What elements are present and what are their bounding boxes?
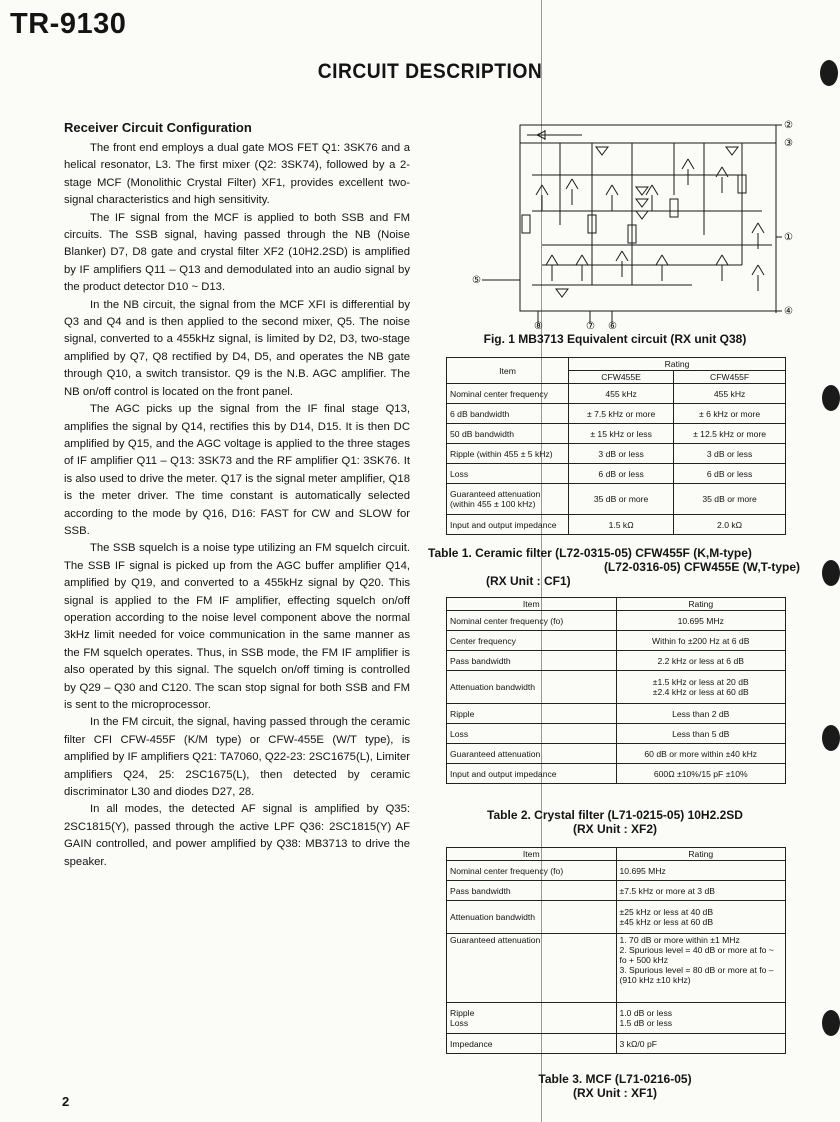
section-heading: Receiver Circuit Configuration (64, 120, 252, 135)
cell-value: 455 kHz (674, 384, 786, 404)
cell-value: ± 6 kHz or more (674, 404, 786, 424)
cell-item: Input and output impedance (447, 515, 569, 535)
table-row (447, 444, 786, 464)
circuit-pin-label: ④ (784, 306, 793, 317)
table-3-header-item: Item (447, 848, 617, 861)
table-1-caption-line: Table 1. Ceramic filter (L72-0315-05) CFW455F (K,M-type) (428, 546, 752, 560)
table-row (447, 861, 786, 881)
table-row (447, 464, 786, 484)
cell-item: Impedance (447, 1034, 617, 1054)
table-2-header-item: Item (447, 598, 617, 611)
paragraph-if-signal: The IF signal from the MCF is applied to both SSB and FM circuits. The SSB signal, having passed through the NB (Noise Blanker) D7, D8 gate and crystal filter XF2 (10H2.2SD) is amplified by IF amplifiers Q11 – Q13 and demodulated into an audio signal by the product detector D10 ~ D13. (64, 211, 410, 294)
table-row (447, 484, 786, 515)
table-row (447, 384, 786, 404)
table-1-header-cfw455e: CFW455E (569, 371, 674, 384)
table-row (447, 901, 786, 934)
mb3713-equivalent-circuit (442, 115, 792, 330)
cell-item: Nominal center frequency (447, 384, 569, 404)
cell-item: Pass bandwidth (447, 651, 617, 671)
table-row (447, 704, 786, 724)
table-row (447, 611, 786, 631)
cell-value: ±1.5 kHz or less at 20 dB ±2.4 kHz or less at 60 dB (616, 671, 786, 704)
circuit-pin-label: ⑧ (534, 321, 543, 332)
cell-value: 35 dB or more (569, 484, 674, 515)
table-2-caption-line: Table 2. Crystal filter (L71-0215-05) 10H2.2SD (487, 808, 743, 822)
table-row (447, 404, 786, 424)
table-3-caption-line: (RX Unit : XF1) (573, 1086, 657, 1100)
table-row (447, 934, 786, 1003)
table-row (447, 724, 786, 744)
cell-item: Guaranteed attenuation (447, 934, 617, 1003)
table-1-header-rating: Rating (569, 358, 786, 371)
cell-value: ± 12.5 kHz or more (674, 424, 786, 444)
paragraph-front-end: The front end employs a dual gate MOS FET Q1: 3SK76 and a helical resonator, L3. The first mixer (Q2: 3SK74), followed by a 2-stage MCF (Monolithic Crystal Filter) XF1, provides excellent two-signal characteristics and high sensitivity. (64, 142, 410, 207)
cell-value: ±25 kHz or less at 40 dB ±45 kHz or less at 60 dB (616, 901, 786, 934)
circuit-pin-label: ① (784, 232, 793, 243)
table-1-caption-line: (RX Unit : CF1) (486, 574, 571, 588)
table-row (447, 424, 786, 444)
cell-value: ±7.5 kHz or more at 3 dB (616, 881, 786, 901)
cell-value: ± 15 kHz or less (569, 424, 674, 444)
table-row (447, 881, 786, 901)
cell-value: 35 dB or more (674, 484, 786, 515)
cell-item: Ripple (447, 704, 617, 724)
table-row (447, 1034, 786, 1054)
table-row (447, 651, 786, 671)
table-3-caption-line: Table 3. MCF (L71-0216-05) (538, 1072, 692, 1086)
table-3-header-rating: Rating (616, 848, 786, 861)
page-title: CIRCUIT DESCRIPTION (317, 60, 543, 83)
cell-value: 6 dB or less (569, 464, 674, 484)
cell-item: Input and output impedance (447, 764, 617, 784)
cell-item: Ripple (within 455 ± 5 kHz) (447, 444, 569, 464)
cell-value: 1.5 kΩ (569, 515, 674, 535)
cell-value: 10.695 MHz (616, 611, 786, 631)
cell-item: Attenuation bandwidth (447, 671, 617, 704)
paragraph-af-amplifier: In all modes, the detected AF signal is amplified by Q35: 2SC1815(Y), passed through the active LPF Q36: 2SC1815(Y) AF GAIN controlled, and power amplified by Q38: MB3713 to drive the speaker. (64, 803, 410, 868)
cell-value: Within fo ±200 Hz at 6 dB (616, 631, 786, 651)
binder-hole (822, 1010, 840, 1036)
table-row (447, 744, 786, 764)
table-1-caption (428, 546, 800, 588)
cell-item: Nominal center frequency (fo) (447, 611, 617, 631)
cell-item: Center frequency (447, 631, 617, 651)
cell-value: Less than 5 dB (616, 724, 786, 744)
circuit-pin-label: ⑦ (586, 321, 595, 332)
cell-value: 3 dB or less (674, 444, 786, 464)
paragraph-fm-circuit: In the FM circuit, the signal, having passed through the ceramic filter CFI CFW-455F (K/M type) or CFW-455E (W/T type), is amplified by IF amplifiers Q21: TA7060, Q22-23: 2SC1675(L), Limiter amplifiers Q24, 25: 2SC1675(L), then detected by ceramic discriminator L30 and diodes D27, 28. (64, 716, 410, 799)
table-1-header-cfw455f: CFW455F (674, 371, 786, 384)
cell-item: Guaranteed attenuation (within 455 ± 100 kHz) (447, 484, 569, 515)
cell-value: 60 dB or more within ±40 kHz (616, 744, 786, 764)
table-1-caption-line: (L72-0316-05) CFW455E (W,T-type) (603, 560, 800, 574)
table-3-mcf (446, 847, 786, 1054)
table-row (447, 515, 786, 535)
cell-item: Nominal center frequency (fo) (447, 861, 617, 881)
cell-value: Less than 2 dB (616, 704, 786, 724)
circuit-pin-label: ⑤ (472, 275, 481, 286)
table-row (447, 631, 786, 651)
cell-value: 3 dB or less (569, 444, 674, 464)
binder-hole (822, 725, 840, 751)
cell-value: 600Ω ±10%/15 pF ±10% (616, 764, 786, 784)
cell-item: Loss (447, 464, 569, 484)
table-2-caption (440, 808, 790, 836)
table-2-caption-line: (RX Unit : XF2) (573, 822, 657, 836)
binder-hole (820, 60, 838, 86)
circuit-pin-label: ③ (784, 138, 793, 149)
cell-value: 455 kHz (569, 384, 674, 404)
table-2-crystal-filter (446, 597, 786, 784)
cell-value: 1. 70 dB or more within ±1 MHz 2. Spurious level = 40 dB or more at fo ~ fo + 500 kHz 3. Spurious level = 80 dB or more at fo – (910 kHz ±10 kHz) (616, 934, 786, 1003)
cell-item: Guaranteed attenuation (447, 744, 617, 764)
circuit-pin-label: ⑥ (608, 321, 617, 332)
table-row (447, 764, 786, 784)
cell-value: 6 dB or less (674, 464, 786, 484)
cell-item: 50 dB bandwidth (447, 424, 569, 444)
page-number: 2 (62, 1094, 70, 1109)
paragraph-agc: The AGC picks up the signal from the IF final stage Q13, amplifies the signal by Q14, rectifies this by D14, D15. It is then DC amplified by Q15, and the AGC voltage is applied to the three stages of IF amplifier Q11 – Q13: 3SK73 and the RF amplifier Q1: 3SK76. It is also used to drive the meter. Q17 is the signal meter amplifier, Q18 is the meter driver. The time constant is automatically selected according to the mode by Q16, D16: FAST for CW and SLOW for SSB. (64, 403, 410, 537)
table-2-header-rating: Rating (616, 598, 786, 611)
cell-value: 10.695 MHz (616, 861, 786, 881)
cell-item: Pass bandwidth (447, 881, 617, 901)
cell-item: 6 dB bandwidth (447, 404, 569, 424)
cell-value: 2.0 kΩ (674, 515, 786, 535)
table-1-ceramic-filter (446, 357, 786, 535)
binder-hole (822, 560, 840, 586)
paragraph-nb-circuit: In the NB circuit, the signal from the MCF XFI is differential by Q3 and Q4 and is then applied to the second mixer, Q5. The noise signal, converted to a 455kHz signal, is limited by D2, D3, two-stage amplified by Q7, Q8 rectified by D4, D5, and operates the NB gate through Q10, a switch transistor. Q9 is the N.B. AGC amplifier. The NB on/off control is located on the front panel. (64, 298, 410, 398)
cell-item: Attenuation bandwidth (447, 901, 617, 934)
cell-value: 1.0 dB or less 1.5 dB or less (616, 1003, 786, 1034)
figure-1-caption: Fig. 1 MB3713 Equivalent circuit (RX unit Q38) (483, 332, 747, 346)
table-row (447, 671, 786, 704)
binder-hole (822, 385, 840, 411)
cell-value: 3 kΩ/0 pF (616, 1034, 786, 1054)
cell-value: ± 7.5 kHz or more (569, 404, 674, 424)
circuit-pin-label: ② (784, 120, 793, 131)
table-3-caption (440, 1072, 790, 1100)
model-number: TR-9130 (10, 8, 127, 40)
cell-value: 2.2 kHz or less at 6 dB (616, 651, 786, 671)
table-row (447, 1003, 786, 1034)
cell-item: Ripple Loss (447, 1003, 617, 1034)
cell-item: Loss (447, 724, 617, 744)
table-1-header-item: Item (447, 358, 569, 384)
paragraph-ssb-squelch: The SSB squelch is a noise type utilizing an FM squelch circuit. The SSB IF signal is picked up from the AGC buffer amplifier Q14, amplified by Q19, and converted to a 455kHz signal by Q20. This signal is applied to the FM IF amplifier, effecting squelch on/off operation according to the noise level component above the normal 3kHz limit needed for voice communication in the same manner as the FM squelch operates. Thus, in SSB mode, the FM IF amplifier is also operated by this signal. The squelch on/off timing is controlled by Q29 – Q30 and C120. The scan stop signal for both SSB and FM is sent to the microprocessor. (64, 542, 410, 711)
body-text-column (64, 120, 410, 871)
